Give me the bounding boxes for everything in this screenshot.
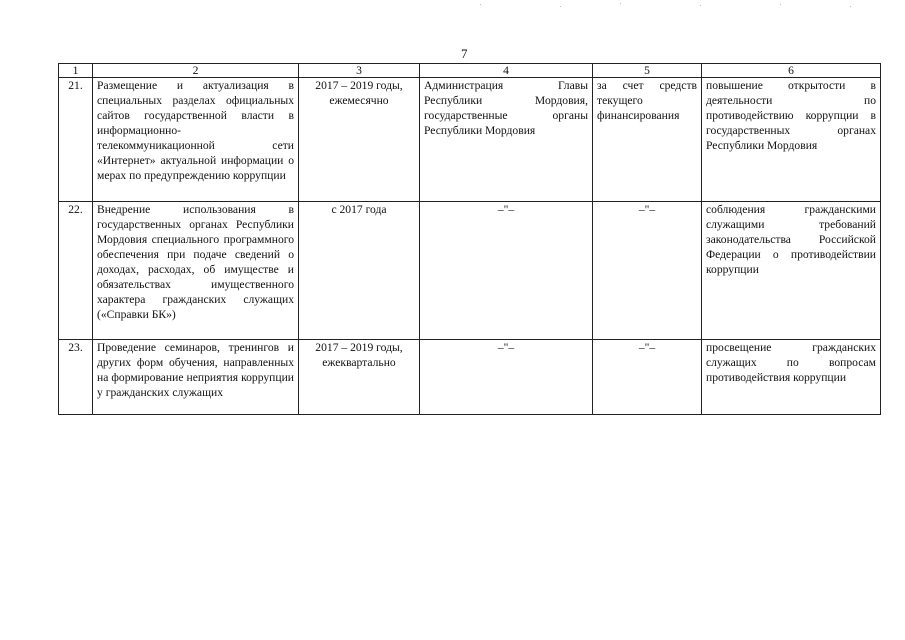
activity-cell: Проведение семинаров, тренингов и других форм обучения, направленных на формирование неприятия коррупции у гражданских служащих [93,340,299,415]
deadline-cell: 2017 – 2019 годы, ежемесячно [299,78,420,202]
column-header: 6 [702,64,881,78]
scan-speck [780,4,781,5]
financing-cell: –"– [593,202,702,340]
executors-cell: –"– [420,202,593,340]
scan-speck [560,6,561,7]
page-number: 7 [461,46,468,61]
row-number: 22. [59,202,93,340]
scan-speck [700,5,701,6]
column-header: 2 [93,64,299,78]
column-header: 4 [420,64,593,78]
scan-speck [850,6,851,7]
result-cell: соблюдения гражданскими служащими требований законодательства Российской Федерации о противодействии коррупции [702,202,881,340]
financing-cell: –"– [593,340,702,415]
deadline-cell: с 2017 года [299,202,420,340]
table-row [59,340,881,415]
result-cell: повышение открытости в деятельности по противодействию коррупции в государственных органах Республики Мордовия [702,78,881,202]
measures-table [58,63,881,415]
deadline-cell: 2017 – 2019 годы, ежеквартально [299,340,420,415]
scan-speck [620,3,621,4]
activity-cell: Внедрение использования в государственных органах Республики Мордовия специального программного обеспечения при подаче сведений о доходах, расходах, об имуществе и обязательствах имущественного характера гражданских служащих («Справки БК») [93,202,299,340]
column-header: 1 [59,64,93,78]
activity-cell: Размещение и актуализация в специальных разделах официальных сайтов государственной власти в информационно-телекоммуникационной сети «Интернет» актуальной информации о мерах по предупреждению коррупции [93,78,299,202]
table-row [59,78,881,202]
table-row [59,202,881,340]
column-header: 5 [593,64,702,78]
table-header-row [59,64,881,78]
scan-speck [480,4,481,5]
executors-cell: –"– [420,340,593,415]
executors-cell: Администрация Главы Республики Мордовия, государственные органы Республики Мордовия [420,78,593,202]
row-number: 23. [59,340,93,415]
column-header: 3 [299,64,420,78]
financing-cell: за счет средств текущего финансирования [593,78,702,202]
row-number: 21. [59,78,93,202]
result-cell: просвещение гражданских служащих по вопросам противодействия коррупции [702,340,881,415]
